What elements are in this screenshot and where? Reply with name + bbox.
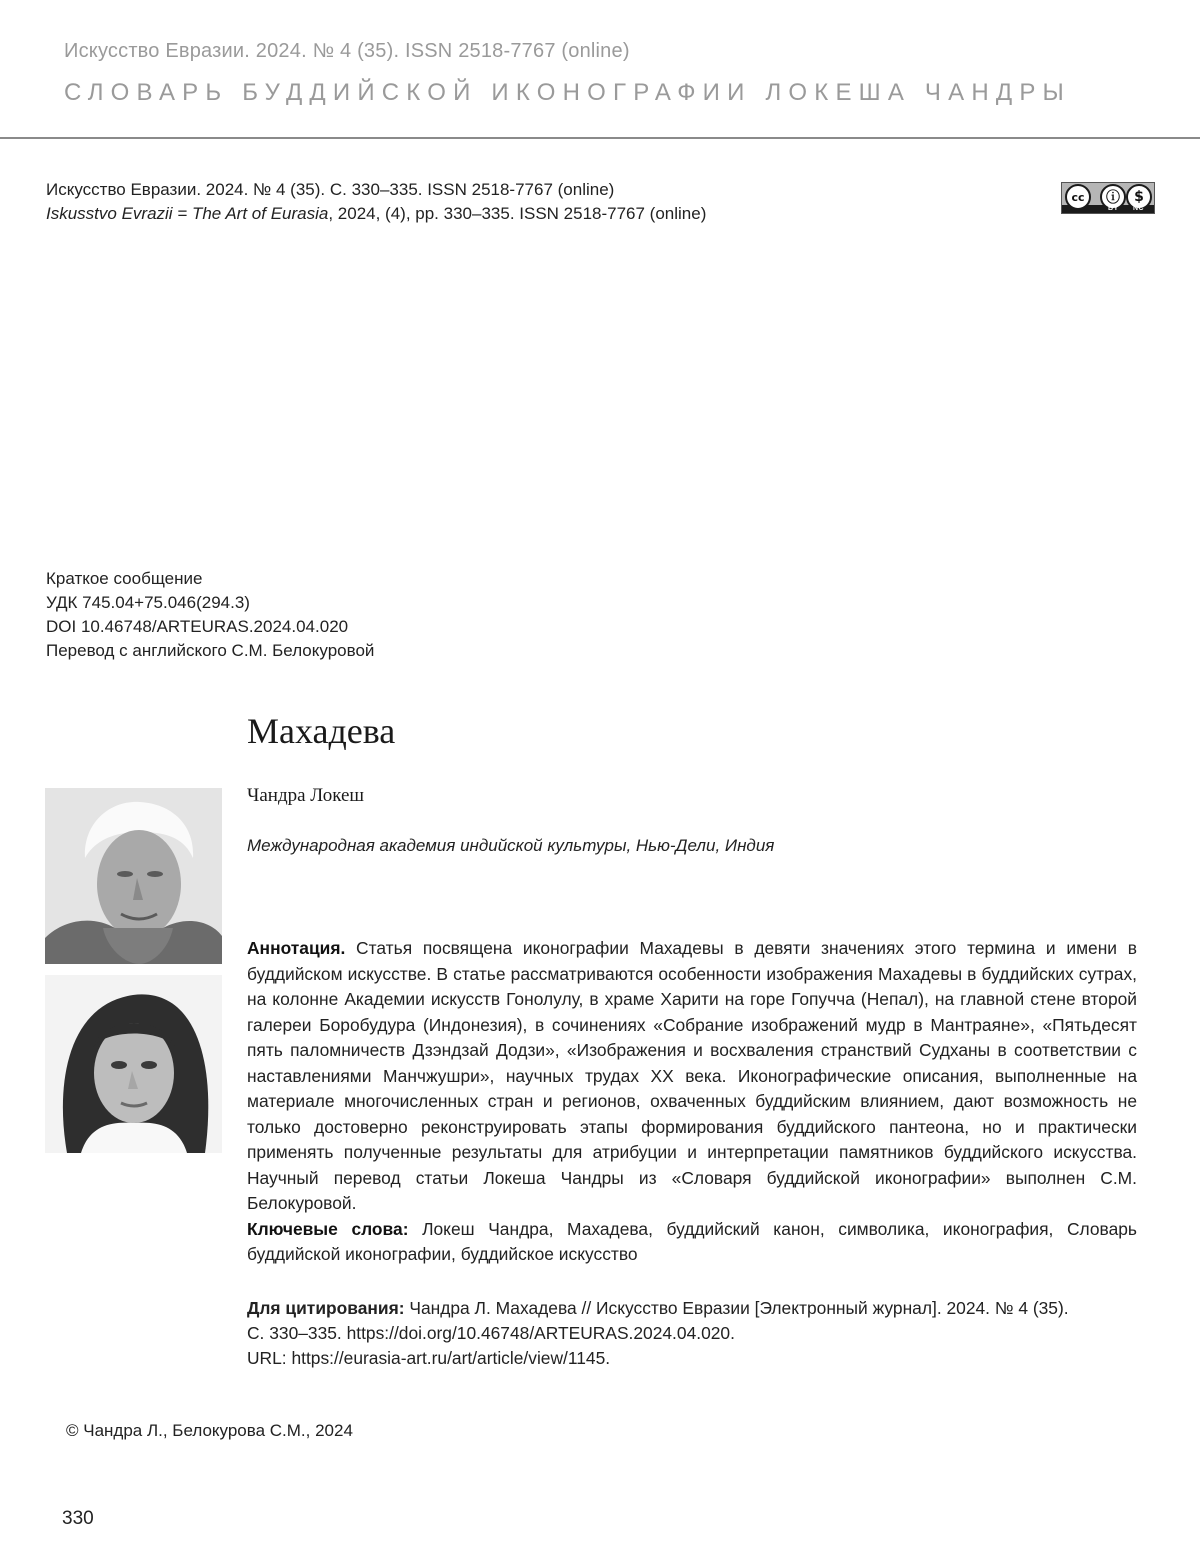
keywords-paragraph xyxy=(247,1217,1137,1268)
header-divider xyxy=(0,137,1200,139)
citation-text-1: Чандра Л. Махадева // Искусство Евразии [Электронный журнал]. 2024. № 4 (35). xyxy=(404,1298,1069,1318)
udc: УДК 745.04+75.046(294.3) xyxy=(46,593,250,612)
citation-top-en-journal: Iskusstvo Evrazii = The Art of Eurasia xyxy=(46,204,329,223)
noncommercial-icon: $ xyxy=(1126,184,1152,210)
abstract-label: Аннотация. xyxy=(247,938,346,958)
translation-note: Перевод с английского С.М. Белокуровой xyxy=(46,641,375,660)
citation-line-2[interactable]: С. 330–335. https://doi.org/10.46748/ARTEURAS.2024.04.020. xyxy=(247,1323,735,1343)
abstract xyxy=(247,936,1137,1268)
article-meta xyxy=(46,567,374,663)
citation-top-en xyxy=(46,202,706,226)
author-photo xyxy=(45,788,222,964)
keywords-label: Ключевые слова: xyxy=(247,1218,409,1239)
attribution-icon: ⓘ xyxy=(1100,184,1126,210)
journal-line: Искусство Евразии. 2024. № 4 (35). ISSN 2518-7767 (online) xyxy=(64,40,630,62)
section-title: СЛОВАРЬ БУДДИЙСКОЙ ИКОНОГРАФИИ ЛОКЕША ЧАНДРЫ xyxy=(64,79,1071,106)
cc-icon: cc xyxy=(1065,184,1091,210)
citation-block xyxy=(247,1296,1137,1371)
author-name: Чандра Локеш xyxy=(247,785,365,806)
abstract-paragraph xyxy=(247,936,1137,1217)
article-title: Махадева xyxy=(247,711,396,751)
abstract-text: Статья посвящена иконографии Махадевы в девяти значениях этого термина и имени в буддийском искусстве. В статье рассматриваются особенности изображения Махадевы в буддийских сутрах, на колонне Академии искусств Гонолулу, в храме Харити на горе Гопучча (Непал), на главной стене второй галереи Боробудура (Индонезия), в сочинениях «Собрание изображений мудр в Мантраяне», «Пятьдесят пять паломничеств Дзэндзай Додзи», «Изображения и восхваления странствий Судханы в соответствии с наставлениями Манчжушри», научных трудах XX века. Иконографические описания, выполненные на материале многочисленных стран и регионов, охваченных буддийским влиянием, дают возможность не только достоверно реконструировать этапы формирования буддийского пантеона, но и практически применять полученные результаты для атрибуции и интерпретации памятников буддийского искусства. Научный перевод статьи Локеша Чандры из «Словаря буддийской иконографии» выполнен С.М. Белокуровой. xyxy=(247,938,1137,1213)
cc-license-badge[interactable] xyxy=(1061,182,1155,214)
doi[interactable]: DOI 10.46748/ARTEURAS.2024.04.020 xyxy=(46,617,349,636)
citation-label: Для цитирования: xyxy=(247,1298,405,1318)
citation-line-1 xyxy=(247,1296,1137,1321)
translator-photo xyxy=(45,975,222,1153)
by-label: BY xyxy=(1108,205,1119,212)
page-number: 330 xyxy=(62,1508,94,1529)
running-head xyxy=(64,40,1071,107)
citation-top-ru: Искусство Евразии. 2024. № 4 (35). С. 330–335. ISSN 2518-7767 (online) xyxy=(46,180,615,199)
citation-top xyxy=(46,178,706,226)
citation-top-en-rest: , 2024, (4), pp. 330–335. ISSN 2518-7767 (online) xyxy=(328,204,707,223)
citation-line-3[interactable]: URL: https://eurasia-art.ru/art/article/view/1145. xyxy=(247,1348,611,1368)
nc-label: NC xyxy=(1133,205,1145,212)
article-type: Краткое сообщение xyxy=(46,569,203,588)
keywords-text: Локеш Чандра, Махадева, буддийский канон, символика, иконография, Словарь буддийской иконографии, буддийское искусство xyxy=(247,1218,1137,1264)
copyright: © Чандра Л., Белокурова С.М., 2024 xyxy=(66,1421,353,1440)
author-affiliation: Международная академия индийской культуры, Нью-Дели, Индия xyxy=(247,836,775,855)
